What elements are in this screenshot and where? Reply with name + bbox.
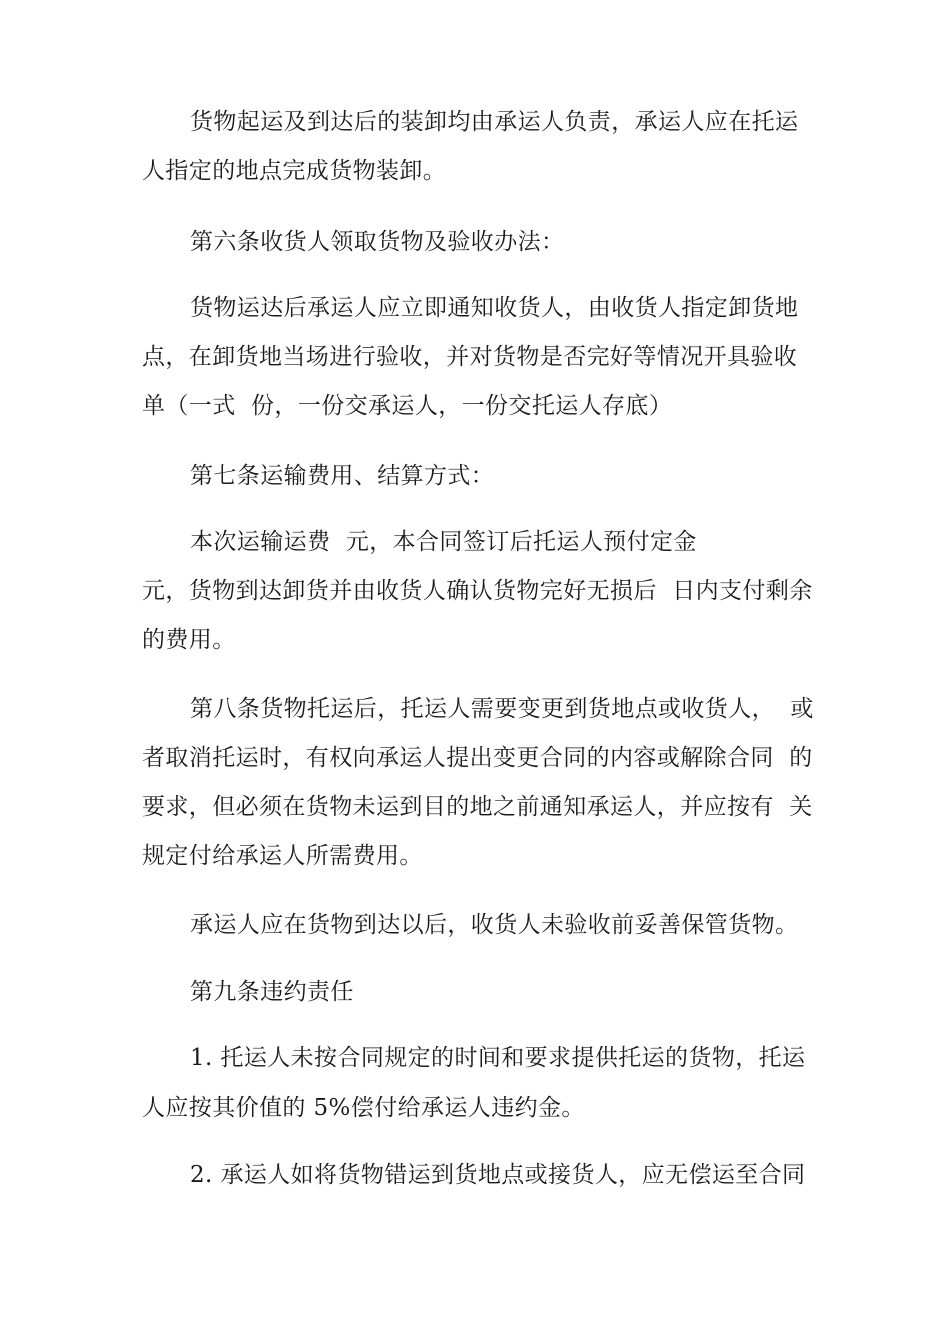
text-line: 的费用。 [142, 627, 236, 653]
text-line: 货物起运及到达后的装卸均由承运人负责，承运人应在托运 [190, 109, 799, 135]
section-heading: 第九条违约责任 [190, 979, 354, 1005]
text-line: 本次运输运费 元，本合同签订后托运人预付定金 [190, 529, 697, 555]
text-line: 2. 承运人如将货物错运到货地点或接货人，应无偿运至合同 [190, 1162, 806, 1188]
text-line: 者取消托运时，有权向承运人提出变更合同的内容或解除合同 的 [142, 745, 813, 771]
text-line: 人指定的地点完成货物装卸。 [142, 158, 447, 184]
text-line: 要求，但必须在货物未运到目的地之前通知承运人，并应按有 关 [142, 794, 813, 820]
text-line: 货物运达后承运人应立即通知收货人，由收货人指定卸货地 [190, 295, 799, 321]
text-line: 单（一式 份，一份交承运人，一份交托运人存底） [142, 393, 673, 419]
text-line: 点，在卸货地当场进行验收，并对货物是否完好等情况开具验收 [142, 344, 798, 370]
section-heading: 第六条收货人领取货物及验收办法： [190, 229, 565, 255]
text-line: 1. 托运人未按合同规定的时间和要求提供托运的货物，托运 [190, 1045, 806, 1071]
text-line: 规定付给承运人所需费用。 [142, 843, 423, 869]
text-line: 承运人应在货物到达以后，收货人未验收前妥善保管货物。 [190, 912, 799, 938]
text-line: 第八条货物托运后，托运人需要变更到货地点或收货人， 或 [190, 696, 814, 722]
text-line: 人应按其价值的 5%偿付给承运人违约金。 [142, 1095, 585, 1121]
text-line: 元，货物到达卸货并由收货人确认货物完好无损后 日内支付剩余 [142, 578, 813, 604]
section-heading: 第七条运输费用、结算方式： [190, 463, 495, 489]
